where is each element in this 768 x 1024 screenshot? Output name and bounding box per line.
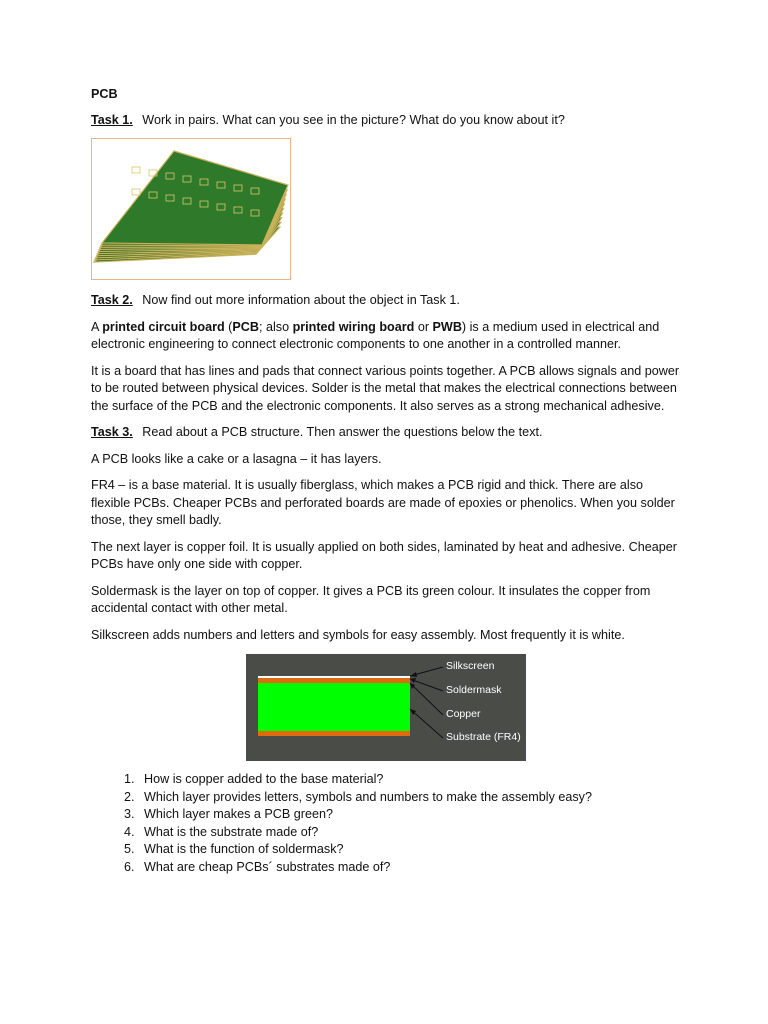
- layer-diagram-wrapper: [91, 654, 681, 761]
- pcb-board: [102, 151, 288, 245]
- top-copper-layer: [258, 678, 410, 683]
- question-item: 6. What are cheap PCBs´ substrates made of?: [138, 859, 681, 877]
- text-fragment: A: [91, 319, 103, 334]
- label-soldermask: Soldermask: [446, 684, 502, 696]
- term-printed-wiring-board: printed wiring board: [292, 319, 415, 334]
- fr4-paragraph: FR4 – is a base material. It is usually fiberglass, which makes a PCB rigid and thick. There are also flexible PCBs. Cheaper PCBs and perforated boards are made of epoxies or phenolics. When you solder those, they smell badly.: [91, 478, 675, 527]
- fr4-substrate-layer: [258, 683, 410, 731]
- text-fragment: or: [414, 319, 433, 334]
- pcb-definition-paragraph: [91, 319, 681, 354]
- task3-text: Read about a PCB structure. Then answer the questions below the text.: [142, 425, 543, 439]
- pointer-line-substrate: [410, 709, 443, 738]
- pcb-layer-diagram: [246, 654, 526, 761]
- bottom-copper-layer: [258, 731, 410, 736]
- label-substrate: Substrate (FR4): [446, 731, 521, 743]
- task2-paragraph: [91, 292, 681, 310]
- task3-label: Task 3.: [91, 425, 133, 439]
- pcb-pad: [132, 189, 140, 195]
- layers-intro-paragraph: A PCB looks like a cake or a lasagna – it has layers.: [91, 451, 382, 466]
- abbr-pwb: PWB: [432, 319, 462, 334]
- label-silkscreen: Silkscreen: [446, 660, 495, 672]
- label-copper: Copper: [446, 708, 481, 720]
- silkscreen-paragraph: Silkscreen adds numbers and letters and symbols for easy assembly. Most frequently it is white.: [91, 627, 625, 642]
- question-item: 2. Which layer provides letters, symbols and numbers to make the assembly easy?: [138, 789, 681, 807]
- abbr-pcb: PCB: [232, 319, 259, 334]
- task2-label: Task 2.: [91, 293, 133, 307]
- pcb-function-paragraph: It is a board that has lines and pads that connect various points together. A PCB allows signals and power to be routed between physical devices. Solder is the metal that makes the electrical connections between the surface of the PCB and the electronic components. It also serves as a strong mechanical adhesive.: [91, 363, 680, 413]
- text-fragment: (: [224, 319, 233, 334]
- task2-text: Now find out more information about the object in Task 1.: [142, 293, 460, 307]
- page-title: PCB: [91, 87, 118, 101]
- text-fragment: ; also: [258, 319, 293, 334]
- pcb-stack-image: [91, 138, 291, 280]
- term-printed-circuit-board: printed circuit board: [102, 319, 225, 334]
- text-fragment: ) is a medium used in electrical and electronic engineering to connect electronic components to one another in a controlled manner.: [91, 319, 660, 351]
- task1-label: Task 1.: [91, 112, 133, 127]
- question-item: 5. What is the function of soldermask?: [138, 841, 681, 859]
- copper-paragraph: The next layer is copper foil. It is usually applied on both sides, laminated by heat and adhesive. Cheaper PCBs have only one side with copper.: [91, 539, 677, 571]
- question-item: 4. What is the substrate made of?: [138, 824, 681, 842]
- pcb-pad: [132, 167, 140, 173]
- document-page: [91, 86, 681, 876]
- arrowhead-silkscreen: [410, 672, 417, 677]
- arrowhead-copper: [410, 683, 415, 689]
- task3-paragraph: [91, 424, 681, 442]
- soldermask-paragraph: Soldermask is the layer on top of copper. It gives a PCB its green colour. It insulates the copper from accidental contact with other metal.: [91, 583, 651, 615]
- question-item: 3. Which layer makes a PCB green?: [138, 806, 681, 824]
- question-item: 1. How is copper added to the base material?: [138, 771, 681, 789]
- silkscreen-layer: [258, 676, 410, 678]
- task1-text: Work in pairs. What can you see in the picture? What do you know about it?: [142, 112, 565, 127]
- pcb-stack-drawing: [92, 139, 292, 281]
- task1-paragraph: [91, 112, 681, 130]
- pointer-line-copper: [410, 683, 443, 715]
- questions-list: [91, 771, 681, 876]
